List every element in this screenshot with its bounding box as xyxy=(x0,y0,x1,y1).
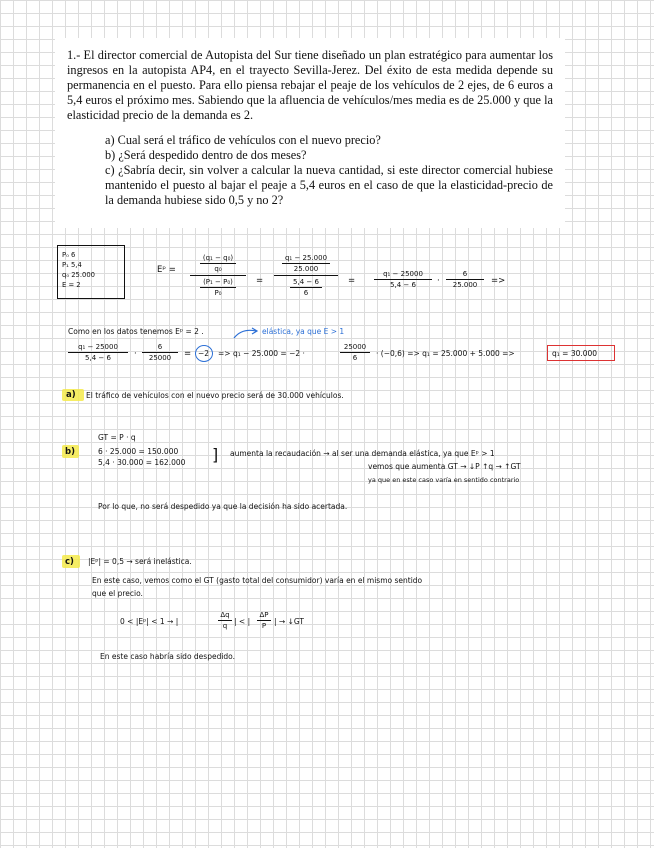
formula-fraction-1 xyxy=(190,252,246,299)
elasticity-label: Eᵖ = xyxy=(157,265,176,275)
ratio-num: 6 xyxy=(446,270,484,280)
b-conclusion: Por lo que, no será despedido ya que la decisión ha sido acertada. xyxy=(98,502,348,511)
multiply-dot-1: · xyxy=(437,276,440,286)
data-elasticity: E = 2 xyxy=(62,281,81,289)
answer-b-label: b) xyxy=(65,447,75,457)
gt-calc-1: 6 · 25.000 = 150.000 xyxy=(98,447,179,456)
solve-num-2: 6 xyxy=(142,343,178,353)
solve-num-3: 25000 xyxy=(340,343,370,353)
formula-dq: (q₁ − q₀) xyxy=(200,253,236,264)
c-conclusion: En este caso habría sido despedido. xyxy=(100,652,236,661)
datos-line: Como en los datos tenemos Eᵖ = 2 . xyxy=(68,327,204,336)
c-ineq-f1-den: q xyxy=(222,622,228,630)
c-ineq-mid: | < | xyxy=(234,617,251,626)
data-p1: P₁ 5,4 xyxy=(62,261,82,269)
formula-p0: P₀ xyxy=(214,289,222,297)
gt-formula: GT = P · q xyxy=(98,433,136,442)
given-data-box xyxy=(57,245,125,299)
c-ineq-start: 0 < |Eᵖ| < 1 → | xyxy=(120,617,179,626)
equals-sign-2: = xyxy=(348,276,356,286)
answer-a-text: El tráfico de vehículos con el nuevo precio será de 30.000 vehículos. xyxy=(86,391,344,400)
solve-den-3: 6 xyxy=(352,354,358,362)
b-note-3: ya que en este caso varía en sentido contrario xyxy=(368,476,520,484)
solve-num-1: q₁ − 25000 xyxy=(68,343,128,353)
ratio-den: 25.000 xyxy=(452,281,478,289)
question-b: b) ¿Será despedido dentro de dos meses? xyxy=(105,148,307,162)
rearranged-fraction xyxy=(374,270,432,289)
rearranged-num: q₁ − 25000 xyxy=(374,270,432,280)
statement-text: 1.- El director comercial de Autopista del Sur tiene diseñado un plan estratégico para aumentar los ingresos en la autopista AP4, en el trayecto Sevilla-Jerez. Del éxito de esta medida depende su permanencia en el puesto. Para ello piensa rebajar el peaje de los vehículos de 2 ejes, de 6 euros a 5,4 euros el próximo mes. Sabiendo que la afluencia de vehículos/mes media es de 25.000 y que la elasticidad precio de la demanda es 2. xyxy=(67,48,553,122)
formula-dp: (P₁ − P₀) xyxy=(200,277,236,288)
blue-arrow-icon xyxy=(232,326,260,340)
question-a: a) Cual será el tráfico de vehículos con el nuevo precio? xyxy=(105,133,381,147)
minus-two: −2 xyxy=(198,349,210,358)
multiply-dot-2: · xyxy=(134,349,137,359)
substituted-fraction xyxy=(274,252,338,299)
implies-arrow-1: => xyxy=(491,276,506,286)
c-line-1: |Eᵖ| = 0,5 → será inelástica. xyxy=(88,557,192,566)
bracket: ] xyxy=(212,445,219,464)
b-note-2: vemos que aumenta GT → ↓P ↑q → ↑GT xyxy=(368,462,521,471)
solve-den-1: 5,4 − 6 xyxy=(85,354,111,362)
solve-fraction-2 xyxy=(142,343,178,362)
c-ineq-f2-num: ΔP xyxy=(257,611,271,621)
sub-den-den: 6 xyxy=(303,289,309,297)
equals-sign-3: = xyxy=(184,349,192,359)
b-note-1: aumenta la recaudación → al ser una demanda elástica, ya que Eᵖ > 1 xyxy=(230,449,495,458)
answer-a-label: a) xyxy=(66,390,76,400)
result-value: q₁ = 30.000 xyxy=(552,349,598,358)
formula-q0: q₀ xyxy=(214,265,222,273)
rearranged-den: 5,4 − 6 xyxy=(390,281,416,289)
question-list xyxy=(67,133,553,208)
problem-statement xyxy=(55,38,565,228)
c-line-2: En este caso, vemos como el GT (gasto total del consumidor) varía en el mismo sentido xyxy=(92,576,423,585)
solve-fraction-1 xyxy=(68,343,128,362)
c-ineq-end: | → ↓GT xyxy=(274,617,304,626)
c-ineq-f1-num: Δq xyxy=(218,611,232,621)
ratio-fraction xyxy=(446,270,484,289)
sub-num-den: 25.000 xyxy=(293,265,319,273)
c-ineq-frac-1 xyxy=(218,611,232,630)
c-ineq-f2-den: P xyxy=(261,622,267,630)
sub-den: 5,4 − 6 xyxy=(290,277,322,288)
solve-middle: => q₁ − 25.000 = −2 · xyxy=(218,349,305,358)
solve-tail: · (−0,6) => q₁ = 25.000 + 5.000 => xyxy=(376,349,515,358)
gt-calc-2: 5,4 · 30.000 = 162.000 xyxy=(98,458,186,467)
elastic-note: elástica, ya que E > 1 xyxy=(262,327,345,336)
question-c: c) ¿Sabría decir, sin volver a calcular la nueva cantidad, si este director comercial hubiese mantenido el puesto al bajar el peaje a 5,4 euros en el caso de que la elasticidad-precio de la demanda hubiese sido 0,5 y no 2? xyxy=(105,163,553,207)
data-p0: P₀ 6 xyxy=(62,251,76,259)
solve-fraction-3 xyxy=(340,343,370,362)
solve-den-2: 25000 xyxy=(148,354,172,362)
data-q0: q₀ 25.000 xyxy=(62,271,95,279)
sub-num: q₁ − 25.000 xyxy=(282,253,330,264)
answer-c-label: c) xyxy=(65,557,74,567)
equals-sign-1: = xyxy=(256,276,264,286)
c-ineq-frac-2 xyxy=(257,611,271,630)
c-line-3: que el precio. xyxy=(92,589,143,598)
